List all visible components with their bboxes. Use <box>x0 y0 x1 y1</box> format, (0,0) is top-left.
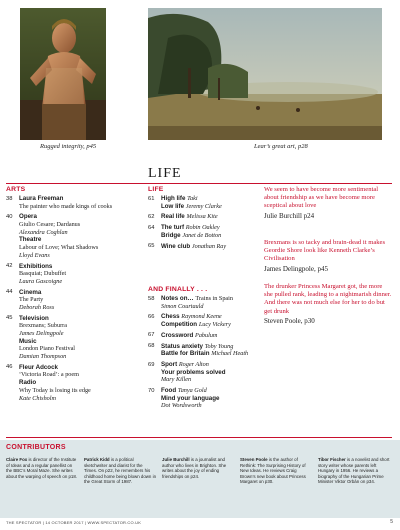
contributor-name: Claire Fox <box>6 457 28 462</box>
entry-title: High life <box>161 195 188 202</box>
entry-page-number: 40 <box>6 213 13 220</box>
entry-title: Competition <box>161 321 199 329</box>
entry-author: Deborah Ross <box>19 303 55 311</box>
entry-author: Mary Killen <box>161 376 192 384</box>
contents-entry[interactable] <box>148 343 258 358</box>
entry-detail: Why Today is losing its edge <box>19 386 91 394</box>
entry-detail: Labour of Love; What Shadows <box>19 244 99 252</box>
entry-author: Damian Thompson <box>19 353 67 361</box>
contents-entry[interactable] <box>148 224 258 239</box>
page-number: 5 <box>390 519 393 525</box>
contributor-text: is a novelist and short story writer whose parents left Hungary in 1956. He reviews a biography of the Hungarian Prime Minister Viktor Orbán on p34. <box>318 457 390 484</box>
entry-detail: The Party <box>19 296 44 304</box>
entry-page-number: 65 <box>148 243 155 250</box>
contents-entry[interactable] <box>148 243 258 251</box>
photo-rugged-man <box>20 8 106 140</box>
entry-title: Wine club <box>161 242 192 250</box>
entry-author: Simon Courtauld <box>161 302 204 310</box>
contributor-bio <box>84 457 156 485</box>
entry-title: Music <box>19 337 37 345</box>
contributor-text: is director of the Institute of Ideas and a regular panellist on the BBC’s Moral Maze. She writes about the warping of speech on p18. <box>6 457 78 479</box>
entry-title: Chess <box>161 313 182 321</box>
entry-title: Sport <box>161 360 179 368</box>
contributor-bio <box>240 457 312 485</box>
entry-title: Your problems solved <box>161 368 226 376</box>
entry-title: Notes on… <box>161 295 196 302</box>
entry-page-number: 62 <box>148 213 155 220</box>
quote-page: p30 <box>302 316 315 325</box>
contents-entry[interactable] <box>148 361 258 384</box>
entry-author: Lucy Vickery <box>198 321 231 329</box>
contents-entry[interactable] <box>6 263 134 286</box>
entry-author: Laura Gascoigne <box>19 277 63 285</box>
contributor-name: Patrick Kidd <box>84 457 110 462</box>
entry-author: Tanya Gold <box>177 386 207 394</box>
contents-entry[interactable] <box>148 195 258 210</box>
contributor-bio <box>6 457 78 479</box>
contributor-name: Tibor Fischer <box>318 457 346 462</box>
entry-title: Mind your language <box>161 394 220 402</box>
entry-page-number: 58 <box>148 295 155 302</box>
arts-list <box>6 195 134 405</box>
entry-title: Laura Freeman <box>19 195 64 202</box>
contributor-bio <box>162 457 234 479</box>
entry-title: Low life <box>161 202 186 210</box>
entry-page-number: 45 <box>6 315 13 322</box>
entry-author: Lloyd Evans <box>19 251 50 259</box>
entry-title: Opera <box>19 213 37 221</box>
entry-author: Toby Young <box>204 342 234 350</box>
entry-title: Bridge <box>161 231 183 239</box>
entry-page-number: 64 <box>148 224 155 231</box>
quote-author-name: Steven Poole, <box>264 316 303 325</box>
contents-entry[interactable] <box>6 364 134 402</box>
contents-entry[interactable] <box>6 213 134 259</box>
contents-entry[interactable] <box>148 295 258 310</box>
photo-caption: Rugged integrity, p45 <box>40 143 97 150</box>
entry-title: Crossword <box>161 331 196 339</box>
entry-title: Radio <box>19 379 37 387</box>
entry-author: Jonathan Ray <box>191 242 227 250</box>
entry-author: Janet de Botton <box>182 231 222 239</box>
contents-entry[interactable] <box>6 289 134 312</box>
contributor-name: Julie Burchill <box>162 457 190 462</box>
entry-author: Raymond Keene <box>181 313 222 321</box>
entry-title: Battle for Britain <box>161 350 212 358</box>
entry-page-number: 46 <box>6 364 13 371</box>
entry-title: Television <box>19 314 49 322</box>
entry-page-number: 38 <box>6 195 13 202</box>
contents-entry[interactable] <box>6 315 134 361</box>
entry-detail: London Piano Festival <box>19 345 76 353</box>
page-footer: THE SPECTATOR | 14 OCTOBER 2017 | WWW.SPECTATOR.CO.UK <box>6 520 142 525</box>
entry-author: James Delingpole <box>19 330 64 337</box>
divider <box>6 437 392 438</box>
entry-title: Real life <box>161 213 187 221</box>
life-heading: LIFE <box>148 186 164 193</box>
entry-page-number: 44 <box>6 289 13 296</box>
entry-page-number: 42 <box>6 263 13 270</box>
entry-title: The turf <box>161 224 186 232</box>
pull-quote <box>264 186 392 220</box>
photo-lear-landscape <box>148 8 382 140</box>
contributor-text: is the author of Rethink: The Surprising History of New Ideas. He reviews Craig Brown’s new book about Princess Margaret on p30. <box>240 457 306 484</box>
quote-page: p45 <box>315 264 328 273</box>
entry-detail: Basquiat; Dubuffet <box>19 270 67 278</box>
pull-quote <box>264 283 392 325</box>
entry-title: Food <box>161 386 178 394</box>
entry-page-number: 66 <box>148 313 155 320</box>
entry-author: Jeremy Clarke <box>185 202 222 210</box>
entry-title: Status anxiety <box>161 342 205 350</box>
entry-author: Michael Heath <box>211 350 249 358</box>
entry-author: Alexandra Coghlan <box>19 228 68 236</box>
pull-quote <box>264 239 392 273</box>
quote-text: The drunker Princess Margaret got, the more she pulled rank, leading to a nightmarish dinner. And there was not much else for her to do but get drunk <box>264 283 392 315</box>
contributors-heading: CONTRIBUTORS <box>6 444 66 451</box>
contents-entry[interactable] <box>148 387 258 410</box>
entry-author: Roger Alton <box>178 360 209 368</box>
photo-caption: Lear’s great art, p28 <box>254 143 308 150</box>
quote-page: p24 <box>301 211 315 220</box>
finally-list <box>148 295 258 413</box>
entry-page-number: 67 <box>148 332 155 339</box>
contributor-bio <box>318 457 394 485</box>
arts-heading: ARTS <box>6 186 26 193</box>
entry-page-number: 70 <box>148 387 155 394</box>
contributor-text: is a political sketchwriter and diarist for the Times. On p22, he remembers his childhood home being blown down in the Great Storm of 1987. <box>84 457 157 484</box>
quote-author <box>264 212 392 221</box>
entry-title: Cinema <box>19 288 42 296</box>
section-title: LIFE <box>148 166 182 181</box>
quote-text: We seem to have become more sentimental about friendship as we have become more sceptical about love <box>264 186 379 210</box>
entry-title: Theatre <box>19 236 42 244</box>
quote-author <box>264 265 392 274</box>
divider <box>6 183 392 184</box>
entry-author: Pabulum <box>195 331 218 339</box>
entry-author: Dot Wordsworth <box>161 402 202 410</box>
life-list <box>148 195 258 253</box>
entry-page-number: 69 <box>148 361 155 368</box>
entry-detail: ‘Victoria Road’: a poem <box>19 371 79 379</box>
contents-entry[interactable] <box>148 213 258 221</box>
contents-entry[interactable] <box>148 332 258 340</box>
contributor-name: Steven Poole <box>240 457 268 462</box>
entry-page-number: 68 <box>148 343 155 350</box>
entry-detail: Brexmans; Suburra <box>19 322 67 330</box>
entry-author: Taki <box>187 195 198 202</box>
entry-author: Melissa Kite <box>186 213 218 221</box>
entry-page-number: 61 <box>148 195 155 202</box>
entry-title: Exhibitions <box>19 262 53 270</box>
contents-entry[interactable] <box>148 313 258 328</box>
contributor-text: is a journalist and author who lives in Brighton. She writes about the joy of ending friendships on p24. <box>162 457 227 479</box>
quote-author-name: James Delingpole, <box>264 264 316 273</box>
contents-entry[interactable] <box>6 195 134 210</box>
and-finally-heading: AND FINALLY . . . <box>148 286 208 293</box>
entry-detail: Trains in Spain <box>195 295 233 302</box>
quote-author <box>264 317 392 326</box>
entry-detail: Giulio Cesare; Dardanus <box>19 221 81 229</box>
entry-author: Robin Oakley <box>185 224 220 232</box>
entry-author: Kate Chisholm <box>19 394 56 402</box>
quote-text: Brexmans is so tacky and brain-dead it makes Geordie Shore look like Kenneth Clarke’s Civilisation <box>264 239 386 263</box>
entry-detail: The painter who made kings of cooks <box>19 202 113 210</box>
quote-author-name: Julie Burchill <box>264 211 302 220</box>
entry-title: Fleur Adcock <box>19 363 58 371</box>
